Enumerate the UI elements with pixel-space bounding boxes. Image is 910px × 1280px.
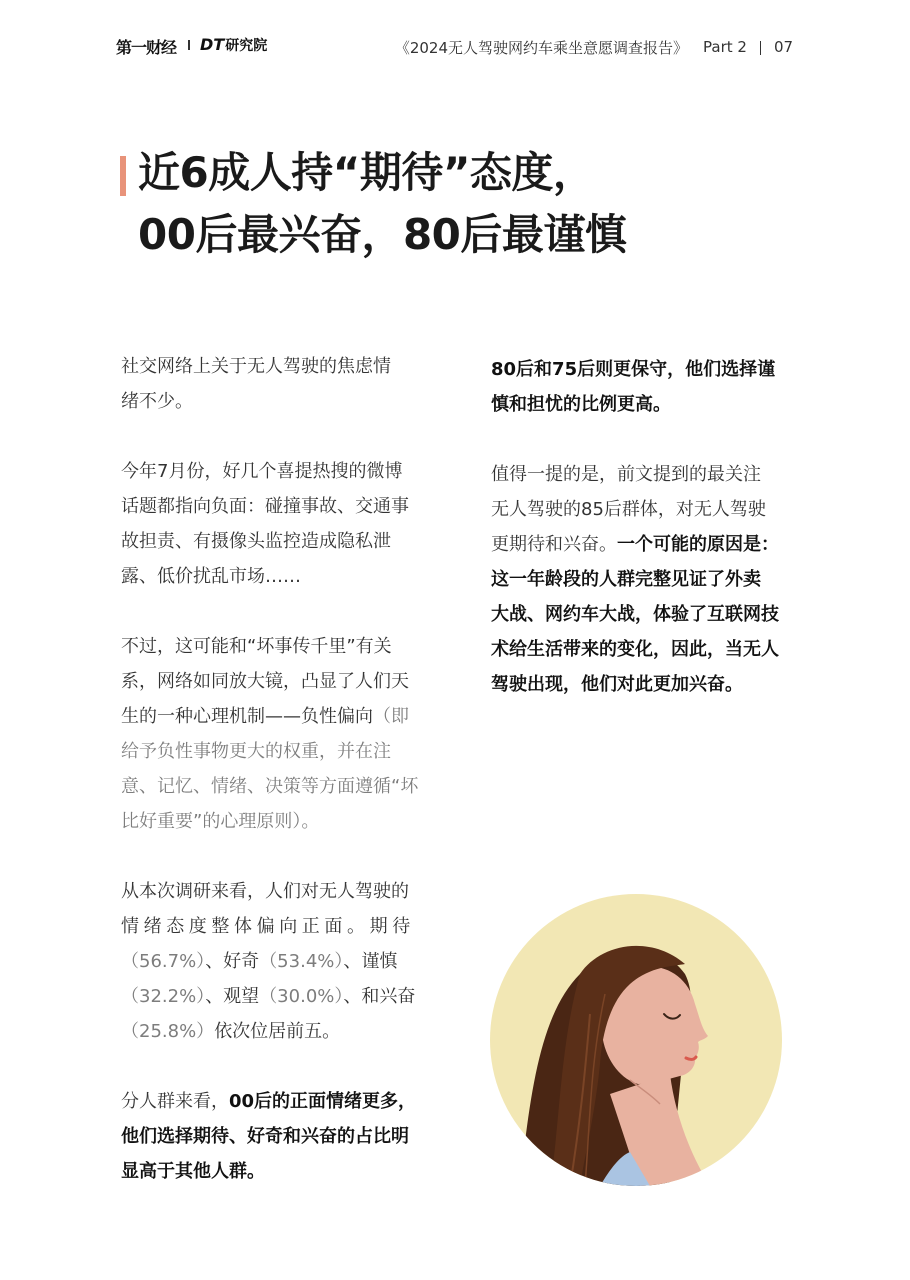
left-text-column: [121, 349, 431, 1224]
text-line: 术给生活带来的变化，因此，当无人: [491, 639, 779, 660]
text-line: 慎和担忧的比例更高。: [491, 394, 671, 415]
text-run: 、好奇: [205, 951, 260, 972]
stat-excited: （25.8%）: [121, 1021, 215, 1042]
text-run: 依次位居前五。: [214, 1021, 341, 1042]
text-line: [121, 979, 431, 1014]
text-run: （即: [373, 706, 409, 727]
paragraph-85s-group: [491, 457, 801, 702]
text-line: 绪不少。: [121, 391, 193, 412]
title-accent-bar: [120, 156, 126, 196]
text-line: 驾驶出现，他们对此更加兴奋。: [491, 674, 743, 695]
text-line: [121, 699, 431, 734]
stat-expectation: （56.7%）: [121, 951, 206, 972]
text-line: [121, 944, 431, 979]
logo-divider: [188, 40, 190, 50]
text-line: 故担责、有摄像头监控造成隐私泄: [121, 531, 391, 552]
text-line: 值得一提的是，前文提到的最关注: [491, 464, 761, 485]
text-run: 、观望: [205, 986, 260, 1007]
text-run: 一个可能的原因是：: [617, 534, 779, 555]
text-line: 社交网络上关于无人驾驶的焦虑情: [121, 356, 391, 377]
page-number: 07: [774, 38, 794, 56]
paragraph-weibo-topics: [121, 454, 431, 594]
paragraph-survey-results: [121, 874, 431, 1049]
dicaijing-logo: 第一财经: [116, 38, 177, 57]
text-line: 比好重要”的心理原则）。: [121, 811, 320, 832]
dt-logo-latin: DT: [200, 35, 225, 54]
text-line: 80后和75后则更保守，他们选择谨: [491, 359, 776, 380]
section-title-line-2: 00后最兴奋，80后最谨慎: [138, 210, 627, 259]
text-line: 他们选择期待、好奇和兴奋的占比明: [121, 1126, 409, 1147]
right-text-column: [491, 352, 801, 737]
stat-wait-and-see: （30.0%）: [259, 986, 344, 1007]
text-line: 无人驾驶的85后群体，对无人驾驶: [491, 499, 766, 520]
text-line: 不过，这可能和“坏事传千里”有关: [121, 636, 392, 657]
stat-curious: （53.4%）: [259, 951, 344, 972]
text-line: 今年7月份，好几个喜提热搜的微博: [121, 461, 403, 482]
text-line: 从本次调研来看，人们对无人驾驶的: [121, 881, 409, 902]
text-line: 意、记忆、情绪、决策等方面遵循“坏: [121, 776, 419, 797]
text-run: 分人群来看，: [121, 1091, 229, 1112]
paragraph-negativity-bias: [121, 629, 431, 839]
text-line: 露、低价扰乱市场……: [121, 566, 301, 587]
woman-portrait-illustration: [490, 894, 782, 1186]
stat-cautious: （32.2%）: [121, 986, 206, 1007]
text-run: 、谨慎: [343, 951, 398, 972]
part-label: Part 2: [703, 38, 747, 56]
paragraph-social-anxiety: [121, 349, 431, 419]
text-line: 系，网络如同放大镜，凸显了人们天: [121, 671, 409, 692]
text-line: [491, 527, 801, 562]
text-line: 显高于其他人群。: [121, 1161, 265, 1182]
text-run: 00后的正面情绪更多，: [229, 1091, 417, 1112]
text-run: 生的一种心理机制——负性偏向: [121, 706, 373, 727]
section-title-line-1: 近6成人持“期待”态度，: [138, 148, 595, 197]
text-line: 给予负性事物更大的权重，并在注: [121, 741, 391, 762]
page-divider: [760, 41, 761, 55]
text-run: 更期待和兴奋。: [491, 534, 617, 555]
text-line: 情绪态度整体偏向正面。期待: [121, 916, 415, 937]
text-line: 大战、网约车大战，体验了互联网技: [491, 604, 779, 625]
page-header: [0, 0, 910, 80]
section-title: [138, 142, 626, 266]
text-line: [121, 1084, 431, 1119]
text-line: [121, 1014, 431, 1049]
paragraph-gen-z: [121, 1084, 431, 1189]
dt-logo-cn: 研究院: [225, 38, 268, 54]
paragraph-conservative-groups: [491, 352, 801, 422]
report-title: 《2024无人驾驶网约车乘坐意愿调查报告》: [394, 39, 688, 57]
dt-research-logo: [200, 35, 267, 55]
text-line: 这一年龄段的人群完整见证了外卖: [491, 569, 761, 590]
text-run: 、和兴奋: [343, 986, 416, 1007]
text-line: 话题都指向负面：碰撞事故、交通事: [121, 496, 409, 517]
